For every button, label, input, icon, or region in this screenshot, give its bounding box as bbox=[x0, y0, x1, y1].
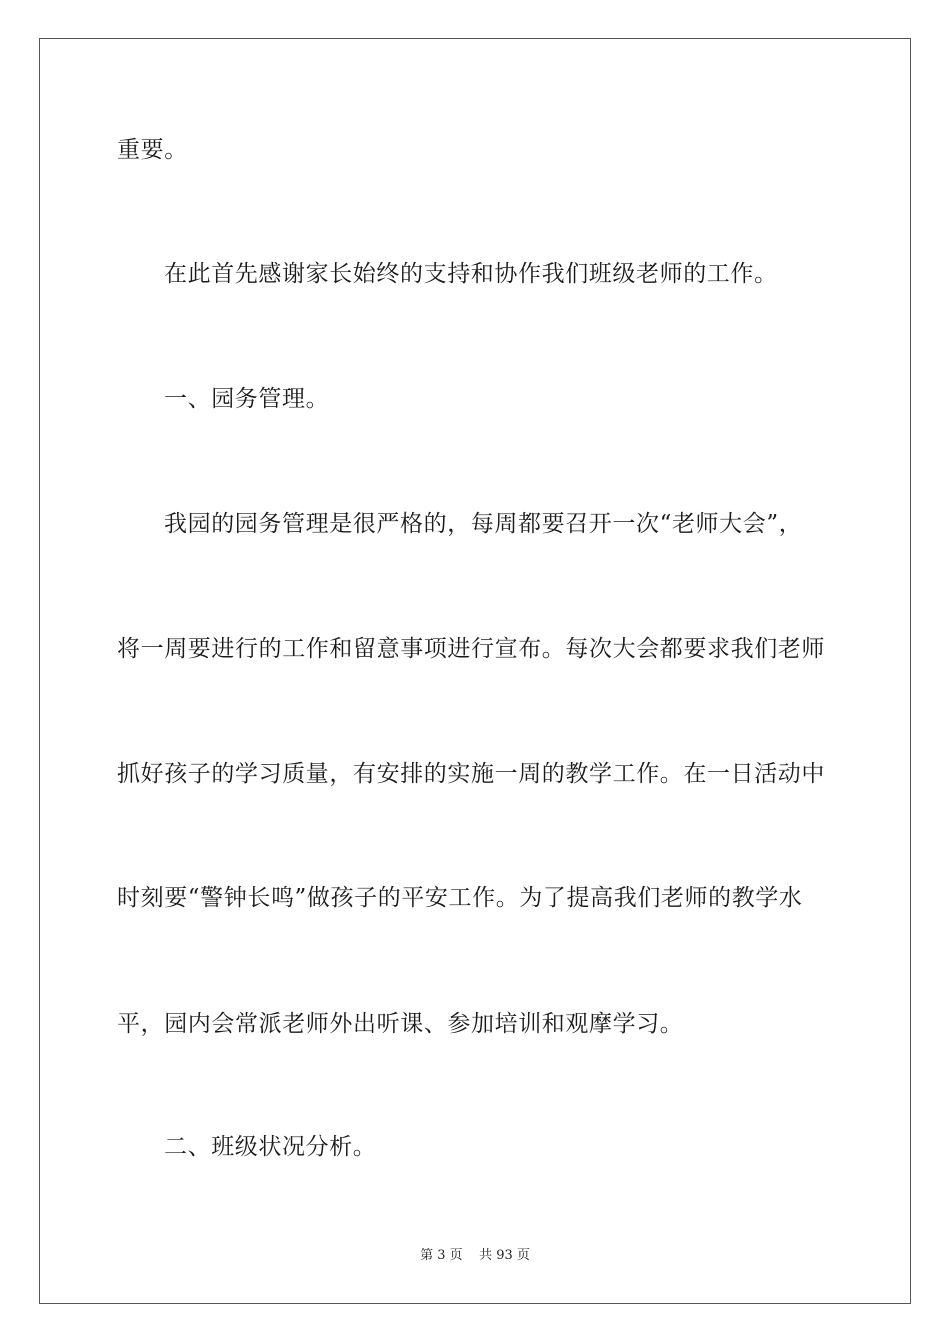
section-heading-1: 一、园务管理。 bbox=[164, 386, 330, 412]
section-heading-2: 二、班级状况分析。 bbox=[164, 1134, 377, 1160]
page-border bbox=[39, 38, 911, 1304]
text-line: 将一周要进行的工作和留意事项进行宣布。每次大会都要求我们老师 bbox=[117, 636, 825, 662]
text-paragraph-thanks: 在此首先感谢家长始终的支持和协作我们班级老师的工作。 bbox=[164, 261, 778, 287]
text-line-paragraph-start: 我园的园务管理是很严格的，每周都要召开一次“老师大会”， bbox=[164, 511, 803, 537]
text-line: 抓好孩子的学习质量，有安排的实施一周的教学工作。在一日活动中 bbox=[117, 761, 825, 787]
text-line: 时刻要“警钟长鸣”做孩子的平安工作。为了提高我们老师的教学水 bbox=[117, 885, 803, 911]
page-number-footer: 第 3 页 共 93 页 bbox=[420, 1248, 530, 1263]
text-line: 平，园内会常派老师外出听课、参加培训和观摩学习。 bbox=[117, 1011, 684, 1037]
text-line-1: 重要。 bbox=[117, 137, 188, 163]
